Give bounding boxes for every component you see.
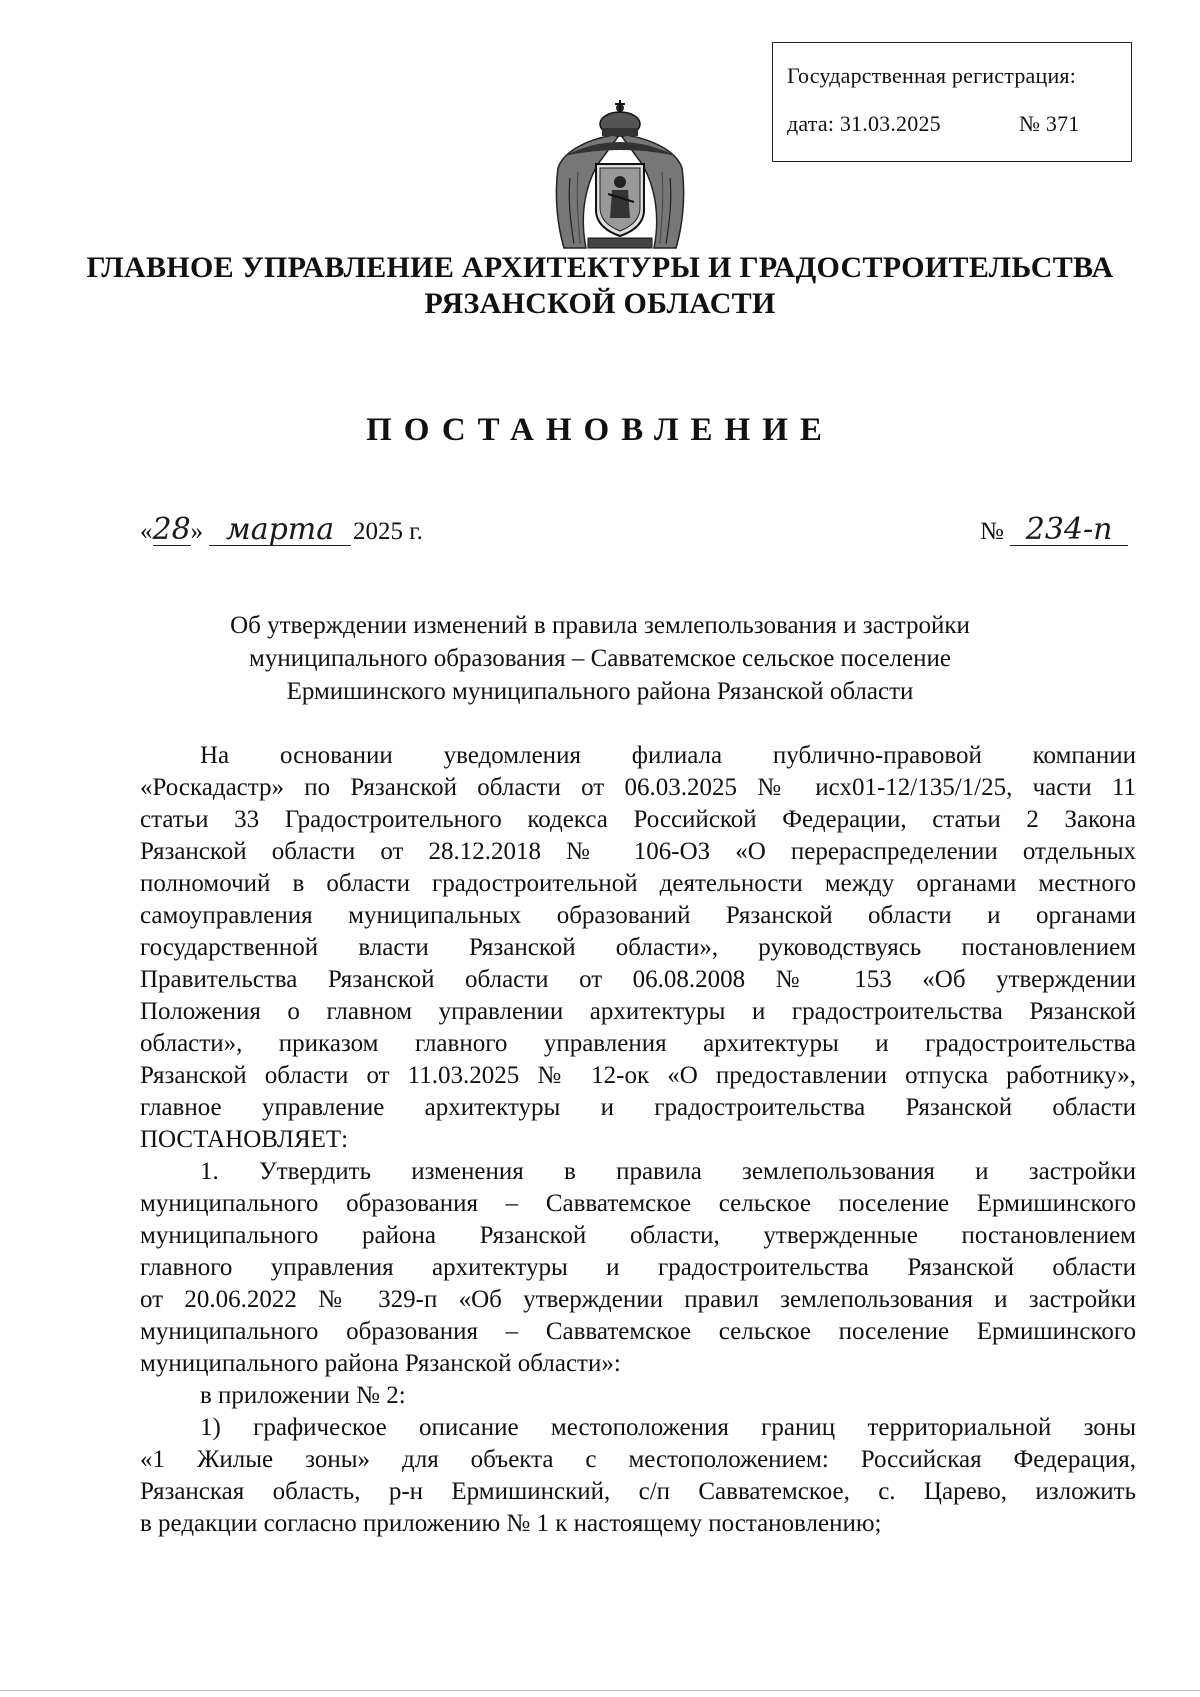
registration-title: Государственная регистрация: [787,63,1077,88]
subitem1-line: 1) графическое описание местоположения границ территориальной зоны [200,1414,1136,1441]
document-number [980,512,1128,547]
date-close-quote: » [190,518,203,545]
preamble-line: Рязанской области от 28.12.2018 № 106-ОЗ «О перераспределении отдельных [140,838,1136,865]
scan-bottom-edge [0,1690,1200,1691]
subitem1-line: «1 Жилые зоны» для объекта с местоположением: Российская Федерация, [140,1446,1136,1473]
subitem1-line: в редакции согласно приложению № 1 к настоящему постановлению; [140,1510,882,1537]
registration-stamp [772,42,1132,162]
preamble-line: Рязанской области от 11.03.2025 № 12-ок «О предоставлении отпуска работнику», [140,1062,1136,1089]
date-day-handwritten: 28 [152,512,191,547]
document-number-prefix: № [980,518,1004,545]
date-open-quote: « [140,518,153,545]
date-year: 2025 г. [353,518,423,545]
registration-number: № 371 [1019,111,1080,136]
preamble-line: главное управление архитектуры и градостроительства Рязанской области [140,1094,1136,1121]
item1-line: муниципального образования – Савватемское сельское поселение Ермишинского [140,1318,1136,1345]
document-number-handwritten: 234-п [1010,515,1128,546]
item1-line: муниципального района Рязанской области, утвержденные постановлением [140,1222,1136,1249]
subitem1-line: Рязанская область, р-н Ермишинский, с/п Савватемское, с. Царево, изложить [140,1478,1136,1505]
preamble-line: самоуправления муниципальных образований Рязанской области и органами [140,902,1136,929]
ryazan-coat-of-arms-icon [550,98,690,256]
item1-line: муниципального образования – Савватемское сельское поселение Ермишинского [140,1190,1136,1217]
preamble-line: Положения о главном управлении архитектуры и градостроительства Рязанской [140,998,1136,1025]
item1-line: от 20.06.2022 № 329-п «Об утверждении правил землепользования и застройки [140,1286,1136,1313]
subject-line: Ермишинского муниципального района Рязанской области [286,678,914,705]
registration-date: дата: 31.03.2025 [787,111,941,136]
preamble-line: области», приказом главного управления архитектуры и градостроительства [140,1030,1136,1057]
organization-name-line2: РЯЗАНСКОЙ ОБЛАСТИ [424,287,776,320]
preamble-line: Правительства Рязанской области от 06.08.2008 № 153 «Об утверждении [140,966,1136,993]
date-month-handwritten: марта [209,515,351,546]
preamble-line: статьи 33 Градостроительного кодекса Российской Федерации, статьи 2 Закона [140,806,1136,833]
preamble-line: полномочий в области градостроительной деятельности между органами местного [140,870,1136,897]
preamble-line: На основании уведомления филиала публично-правовой компании [200,742,1136,769]
resolves-word: ПОСТАНОВЛЯЕТ: [140,1126,349,1153]
document-date [140,512,423,547]
appendix-reference: в приложении № 2: [200,1382,406,1409]
subject-line: Об утверждении изменений в правила землепользования и застройки [230,612,970,639]
preamble-line: государственной власти Рязанской области», руководствуясь постановлением [140,934,1136,961]
document-type-title: ПОСТАНОВЛЕНИЕ [366,412,834,448]
organization-name-line1: ГЛАВНОЕ УПРАВЛЕНИЕ АРХИТЕКТУРЫ И ГРАДОСТРОИТЕЛЬСТВА [86,251,1114,284]
subject-line: муниципального образования – Савватемское сельское поселение [249,645,951,672]
item1-line: главного управления архитектуры и градостроительства Рязанской области [140,1254,1136,1281]
item1-line: 1. Утвердить изменения в правила землепользования и застройки [200,1158,1136,1185]
preamble-line: «Роскадастр» по Рязанской области от 06.03.2025 № исх01-12/135/1/25, части 11 [140,774,1136,801]
item1-line: муниципального района Рязанской области»: [140,1350,621,1377]
